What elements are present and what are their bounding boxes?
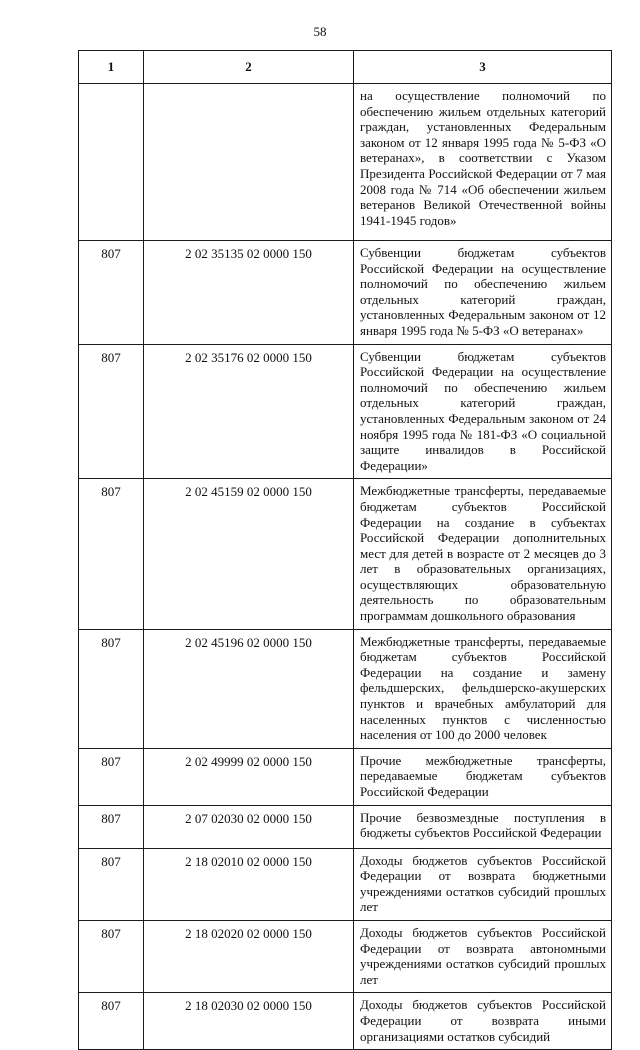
admin-code-cell: 807 <box>79 241 144 345</box>
budget-code-cell: 2 18 02010 02 0000 150 <box>144 848 354 920</box>
budget-table <box>78 50 612 1050</box>
budget-code-cell <box>144 84 354 241</box>
description-cell: Субвенции бюджетам субъектов Российской Федерации на осуществление полномочий по обеспечению жильем отдельных категорий граждан, установленных Федеральным законом от 24 ноября 1995 года № 181-ФЗ «О социальной защите инвалидов в Российской Федерации» <box>354 344 612 479</box>
description-cell: Межбюджетные трансферты, передаваемые бюджетам субъектов Российской Федерации на создание в субъектах Российской Федерации дополнительных мест для детей в возрасте от 2 месяцев до 3 лет в образовательных организациях, осуществляющих образовательную деятельность по образовательным программам дошкольного образования <box>354 479 612 629</box>
table-row <box>79 479 612 629</box>
column-header-1: 1 <box>79 51 144 84</box>
table-row <box>79 629 612 748</box>
table-row <box>79 84 612 241</box>
description-cell: Прочие безвозмездные поступления в бюджеты субъектов Российской Федерации <box>354 805 612 848</box>
budget-code-cell: 2 02 45196 02 0000 150 <box>144 629 354 748</box>
column-header-3: 3 <box>354 51 612 84</box>
admin-code-cell: 807 <box>79 848 144 920</box>
description-cell: Доходы бюджетов субъектов Российской Федерации от возврата бюджетными учреждениями остатков субсидий прошлых лет <box>354 848 612 920</box>
admin-code-cell <box>79 84 144 241</box>
admin-code-cell: 807 <box>79 748 144 805</box>
table-row <box>79 993 612 1050</box>
admin-code-cell: 807 <box>79 993 144 1050</box>
budget-code-cell: 2 02 45159 02 0000 150 <box>144 479 354 629</box>
description-cell: Доходы бюджетов субъектов Российской Федерации от возврата автономными учреждениями остатков субсидий прошлых лет <box>354 920 612 992</box>
description-cell: на осуществление полномочий по обеспечению жильем отдельных категорий граждан, установленных Федеральным законом от 12 января 1995 года № 5-ФЗ «О ветеранах», в соответствии с Указом Президента Российской Федерации от 7 мая 2008 года № 714 «Об обеспечении жильем ветеранов Великой Отечественной войны 1941-1945 годов» <box>354 84 612 241</box>
budget-code-cell: 2 07 02030 02 0000 150 <box>144 805 354 848</box>
budget-code-cell: 2 18 02020 02 0000 150 <box>144 920 354 992</box>
budget-code-cell: 2 02 35176 02 0000 150 <box>144 344 354 479</box>
description-cell: Межбюджетные трансферты, передаваемые бюджетам субъектов Российской Федерации на создание и замену фельдшерских, фельдшерско-акушерских пунктов и врачебных амбулаторий для населенных пунктов с численностью населения от 100 до 2000 человек <box>354 629 612 748</box>
table-row <box>79 920 612 992</box>
admin-code-cell: 807 <box>79 344 144 479</box>
page-number: 58 <box>313 24 327 39</box>
table-row <box>79 241 612 345</box>
column-header-2: 2 <box>144 51 354 84</box>
description-cell: Субвенции бюджетам субъектов Российской Федерации на осуществление полномочий по обеспечению жильем отдельных категорий граждан, установленных Федеральным законом от 12 января 1995 года № 5-ФЗ «О ветеранах» <box>354 241 612 345</box>
table-header-row <box>79 51 612 84</box>
admin-code-cell: 807 <box>79 920 144 992</box>
budget-code-cell: 2 18 02030 02 0000 150 <box>144 993 354 1050</box>
table-row <box>79 748 612 805</box>
budget-code-cell: 2 02 35135 02 0000 150 <box>144 241 354 345</box>
admin-code-cell: 807 <box>79 629 144 748</box>
admin-code-cell: 807 <box>79 805 144 848</box>
description-cell: Прочие межбюджетные трансферты, передаваемые бюджетам субъектов Российской Федерации <box>354 748 612 805</box>
table-row <box>79 848 612 920</box>
description-cell: Доходы бюджетов субъектов Российской Федерации от возврата иными организациями остатков субсидий <box>354 993 612 1050</box>
table-row <box>79 344 612 479</box>
admin-code-cell: 807 <box>79 479 144 629</box>
budget-code-cell: 2 02 49999 02 0000 150 <box>144 748 354 805</box>
table-row <box>79 805 612 848</box>
